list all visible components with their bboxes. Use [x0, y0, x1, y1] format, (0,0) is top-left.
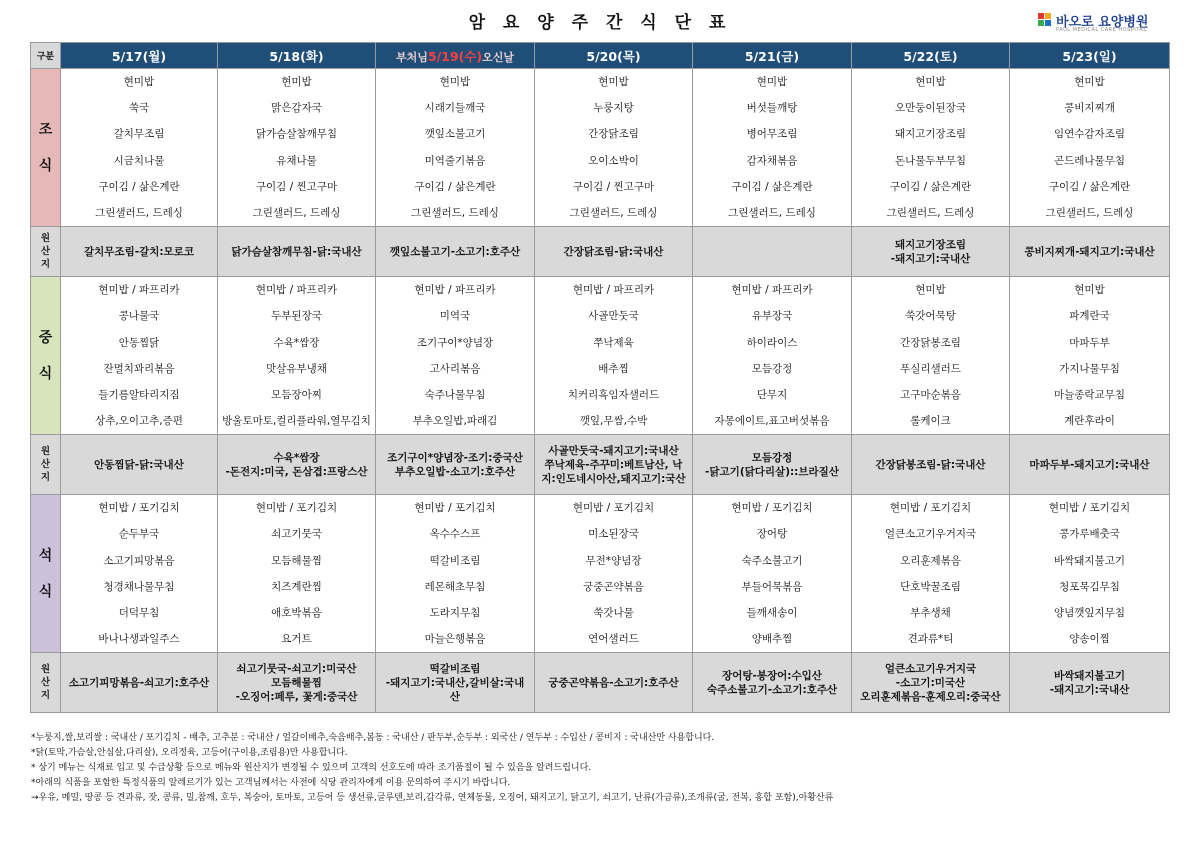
holiday-suffix: 오신날: [482, 50, 514, 64]
origin-line: 깻잎소불고기-소고기:호주산: [389, 245, 521, 258]
menu-item: 치커리흑임자샐러드: [567, 388, 660, 401]
origin-line: 돼지고기장조림: [894, 238, 966, 251]
origin-row-dinner: [31, 653, 1170, 713]
origin-row-lunch: [31, 435, 1170, 495]
note-line: * 상기 메뉴는 식재료 입고 및 수급상황 등으로 메뉴와 원산지가 변경될 수 있으며 고객의 선호도에 따라 조기품절이 될 수 있음을 알려드립니다.: [31, 763, 592, 773]
menu-item: 수육*쌈장: [273, 336, 320, 349]
menu-item: 현미밥 / 포기김치: [731, 502, 813, 515]
meal-row-breakfast: [31, 69, 1170, 227]
origin-line: 사골만둣국-돼지고기:국내산: [548, 444, 679, 457]
menu-item: 오이소박이: [588, 154, 639, 167]
menu-item: 쑥갓나물: [593, 607, 634, 619]
menu-item: 부추생채: [910, 607, 951, 619]
menu-item: 궁중곤약볶음: [583, 580, 644, 593]
menu-item: 마늘종락교무침: [1053, 388, 1125, 401]
header-row: [31, 43, 1170, 69]
notes: [31, 731, 1171, 806]
origin-cell: [693, 227, 852, 277]
day-header: 5/17(월): [61, 43, 218, 69]
menu-item: 청포묵김무침: [1059, 580, 1120, 593]
menu-item: 자몽에이트,표고버섯볶음: [714, 415, 830, 428]
note-line: *누룽지,쌀,보리쌀 : 국내산 / 포기김치 - 배추, 고추분 : 국내산 / 얼갈이배추,숙음배추,봄동 : 국내산 / 판두부,순두부 : 외국산 / 연두부 : 수입산 / 콩비지 : 국내산만 사용합니다.: [31, 733, 715, 743]
menu-item: 오만둥이된장국: [894, 102, 966, 115]
menu-item: 롤케이크: [910, 415, 951, 428]
meal-row-dinner: [31, 495, 1170, 653]
origin-label-text: 원산지: [40, 446, 51, 484]
menu-item: 장어탕: [756, 528, 788, 541]
menu-item: 바나나생과일주스: [98, 633, 180, 646]
origin-line: -닭고기(닭다리살)::브라질산: [705, 465, 839, 478]
menu-item: 버섯들깨탕: [746, 102, 798, 115]
menu-item: 미역국: [439, 310, 471, 323]
menu-item: 그린샐러드, 드레싱: [886, 206, 975, 219]
menu-item: 부추오일밥,파래김: [412, 415, 498, 428]
origin-line: 닭가슴살참깨무침-닭:국내산: [231, 245, 362, 258]
menu-item: 간장닭조림: [588, 128, 639, 141]
menu-item: 콩비지찌개: [1064, 102, 1115, 115]
menu-cell: [852, 69, 1010, 227]
menu-item: 소고기피망볶음: [103, 554, 175, 567]
menu-item: 청경채나물무침: [103, 580, 175, 593]
menu-item: 고구마순볶음: [900, 388, 961, 401]
origin-cell: [61, 227, 218, 277]
menu-item: 레몬해초무침: [424, 580, 486, 593]
menu-item: 들기름알타리지짐: [98, 388, 180, 401]
logo-tagline: PAUL MEDICAL CARE HOSPITAL: [1056, 27, 1147, 33]
menu-item: 현미밥: [598, 76, 629, 88]
menu-item: 마파두부: [1069, 336, 1110, 349]
menu-item: 방울토마토,컬리플라워,열무김치: [222, 415, 371, 428]
menu-item: 누룽지탕: [593, 102, 634, 115]
menu-item: 현미밥 / 포기김치: [1048, 502, 1131, 515]
menu-cell: [376, 277, 535, 435]
page-title: 암 요 양 주 간 식 단 표: [468, 13, 732, 33]
menu-item: 파계란국: [1069, 310, 1110, 323]
menu-item: 깻잎소불고기: [424, 128, 486, 141]
menu-item: 돈나물두부무침: [894, 154, 966, 167]
menu-item: 계란후라이: [1064, 415, 1115, 428]
origin-cell: [852, 227, 1010, 277]
section-label-text: 석식: [38, 547, 53, 600]
section-label-text: 중식: [38, 329, 53, 382]
menu-item: 단호박꿀조림: [900, 580, 961, 593]
menu-item: 견과류*티: [907, 633, 954, 646]
day-header: [376, 43, 535, 69]
menu-cell: [1010, 69, 1170, 227]
menu-item: 현미밥 / 포기김치: [889, 502, 972, 515]
origin-cell: [1010, 435, 1170, 495]
menu-item: 떡갈비조림: [429, 554, 481, 567]
origin-line: 부추오일밥-소고기:호주산: [394, 465, 516, 478]
menu-item: 미소된장국: [588, 528, 639, 541]
menu-item: 현미밥 / 포기김치: [98, 502, 180, 515]
menu-item: 병어무조림: [746, 128, 798, 141]
origin-cell: [61, 435, 218, 495]
origin-line: 지:인도네시아산,돼지고기:국산: [541, 472, 686, 485]
origin-line: 바싹돼지불고기: [1053, 669, 1125, 682]
menu-item: 현미밥: [756, 76, 788, 88]
menu-item: 현미밥: [1074, 284, 1105, 297]
origin-cell: [852, 435, 1010, 495]
origin-line: 갈치무조림-갈치:모로코: [84, 245, 194, 258]
menu-item: 그린샐러드, 드레싱: [728, 206, 816, 219]
menu-item: 가지나물무침: [1059, 362, 1120, 375]
menu-item: 구이김 / 찐고구마: [255, 180, 338, 193]
menu-item: 숙주나물무침: [424, 388, 486, 401]
menu-item: 안동찜닭: [118, 336, 160, 349]
menu-item: 구이김 / 삶은계란: [731, 180, 813, 193]
day-header: 5/18(화): [218, 43, 376, 69]
menu-item: 연어샐러드: [588, 633, 639, 646]
day-header: 5/20(목): [535, 43, 693, 69]
menu-item: 현미밥 / 포기김치: [572, 502, 655, 515]
menu-item: 두부된장국: [271, 310, 322, 323]
menu-item: 시금치나물: [113, 154, 165, 167]
origin-cell: [376, 435, 535, 495]
menu-item: 치즈계란찜: [271, 580, 322, 593]
origin-label-text: 원산지: [40, 233, 51, 271]
origin-line: 숙주소불고기-소고기:호주산: [706, 683, 838, 696]
origin-line: 모듬해물찜: [271, 676, 322, 689]
logo-mark-icon: [1038, 13, 1052, 27]
logo-suffix: 요양병원: [1098, 15, 1149, 30]
menu-item: 요거트: [281, 633, 312, 646]
origin-cell: [218, 227, 376, 277]
menu-item: 부들어묵볶음: [741, 580, 803, 593]
origin-line: 소고기피망볶음-쇠고기:호주산: [68, 676, 210, 689]
menu-item: 양배추찜: [751, 633, 793, 646]
origin-line: 안동찜닭-닭:국내산: [94, 458, 184, 471]
origin-line: 모듬강정: [751, 451, 793, 464]
menu-item: 모듬해물찜: [271, 554, 322, 567]
menu-cell: [1010, 495, 1170, 653]
origin-line: 얼큰소고기우거지국: [884, 662, 977, 675]
menu-item: 고사리볶음: [429, 362, 481, 375]
menu-cell: [376, 495, 535, 653]
menu-item: 구이김 / 삶은계란: [414, 180, 496, 193]
menu-item: 옥수수스프: [429, 528, 481, 541]
menu-item: 유부장국: [751, 310, 793, 323]
menu-item: 감자채볶음: [746, 154, 798, 167]
origin-line: 산: [449, 690, 461, 703]
origin-cell: [852, 653, 1010, 713]
menu-item: 마늘은행볶음: [424, 633, 486, 646]
menu-item: 푸실리샐러드: [900, 362, 961, 375]
menu-item: 단무지: [756, 388, 788, 401]
origin-line: -돈전지:미국, 돈삼겹:프랑스산: [225, 465, 368, 478]
note-line: →우유, 메밀, 땅콩 등 견과류, 잣, 콩류, 밀,참깨, 호두, 복숭아, 토마토, 고등어 등 생선류,글루텐,보리,갑각류, 연체동물, 오징어, 돼지고기, 닭고기, 쇠고기, 난류(가금류),조개류(굴, 전복, 홍합 포함),아황산류: [31, 793, 834, 803]
day-header: 5/22(토): [852, 43, 1010, 69]
note-line: *아래의 식품을 포함한 특정식품의 알레르기가 있는 고객님께서는 사전에 식당 관리자에게 이용 문의하여 주시기 바랍니다.: [31, 778, 511, 788]
hospital-logo: [1038, 10, 1178, 32]
origin-cell: [1010, 653, 1170, 713]
menu-cell: [376, 69, 535, 227]
menu-item: 쭈낙제육: [593, 336, 634, 349]
menu-item: 미역줄기볶음: [424, 154, 486, 167]
origin-line: 쇠고기뭇국-쇠고기:미국산: [236, 662, 357, 675]
menu-item: 애호박볶음: [271, 607, 322, 619]
menu-item: 쑥갓어묵탕: [905, 310, 956, 323]
menu-item: 사골만둣국: [588, 310, 639, 323]
menu-cell: [218, 495, 376, 653]
menu-item: 모듬장아찌: [271, 388, 322, 401]
section-label-text: 조식: [38, 121, 53, 174]
menu-item: 구이김 / 찐고구마: [572, 180, 655, 193]
origin-line: 콩비지찌개-돼지고기:국내산: [1024, 245, 1155, 258]
menu-item: 현미밥: [123, 76, 155, 88]
origin-cell: [376, 227, 535, 277]
origin-cell: [61, 653, 218, 713]
menu-item: 간장닭봉조림: [900, 336, 961, 349]
origin-line: -소고기:미국산: [895, 676, 966, 689]
weekly-menu-table: [30, 42, 1170, 713]
section-label-dinner: [31, 495, 61, 653]
menu-item: 쇠고기뭇국: [271, 528, 322, 541]
menu-item: 오리훈제볶음: [900, 554, 961, 567]
origin-cell: [535, 653, 693, 713]
origin-line: 조기구이*양념장-조기:중국산: [387, 451, 523, 464]
menu-item: 구이김 / 삶은계란: [1048, 180, 1131, 193]
menu-cell: [1010, 277, 1170, 435]
menu-item: 상추,오이고추,증편: [95, 415, 183, 428]
section-label-lunch: [31, 277, 61, 435]
origin-cell: [535, 227, 693, 277]
origin-cell: [218, 435, 376, 495]
menu-item: 바싹돼지불고기: [1053, 554, 1125, 567]
menu-item: 들깨새송이: [746, 607, 798, 619]
menu-item: 더덕무침: [118, 607, 160, 619]
menu-item: 그린샐러드, 드레싱: [1045, 206, 1134, 219]
header-label: 구분: [31, 43, 61, 69]
menu-item: 맑은감자국: [271, 102, 322, 115]
origin-cell: [1010, 227, 1170, 277]
origin-line: -돼지고기:국내산: [890, 252, 971, 265]
origin-label-text: 원산지: [40, 664, 51, 702]
menu-item: 닭가슴살참깨무침: [255, 128, 338, 141]
menu-item: 현미밥 / 파프리카: [731, 284, 813, 297]
origin-cell: [376, 653, 535, 713]
note-line: *닭(토막,가슴살,안심살,다리살), 오리정육, 고등어(구이용,조림용)만 사용합니다.: [31, 748, 348, 758]
holiday-date: 5/19(수): [427, 48, 483, 64]
meal-row-lunch: [31, 277, 1170, 435]
day-header: 5/23(일): [1010, 43, 1170, 69]
menu-cell: [693, 69, 852, 227]
menu-item: 구이김 / 삶은계란: [98, 180, 180, 193]
origin-line: 오리훈제볶음-훈제오리:중국산: [860, 690, 1001, 703]
menu-cell: [852, 495, 1010, 653]
menu-item: 현미밥 / 파프리카: [98, 284, 180, 297]
menu-cell: [852, 277, 1010, 435]
menu-item: 현미밥 / 파프리카: [572, 284, 655, 297]
menu-item: 숙주소불고기: [741, 554, 803, 567]
origin-cell: [693, 653, 852, 713]
menu-item: 잔멸치꽈리볶음: [103, 362, 175, 375]
menu-cell: [693, 495, 852, 653]
menu-item: 양송이찜: [1069, 633, 1110, 646]
origin-line: 간장닭조림-닭:국내산: [563, 245, 664, 258]
origin-line: 쭈낙제육-주꾸미:베트남산, 낙: [544, 458, 683, 471]
menu-cell: [61, 495, 218, 653]
menu-cell: [218, 69, 376, 227]
menu-item: 현미밥 / 파프리카: [255, 284, 338, 297]
origin-line: 간장닭봉조림-닭:국내산: [875, 458, 986, 471]
menu-item: 얼큰소고기우거지국: [884, 528, 977, 541]
origin-row-breakfast: [31, 227, 1170, 277]
origin-line: 궁중곤약볶음-소고기:호주산: [548, 676, 679, 689]
menu-item: 배추찜: [598, 362, 629, 375]
origin-cell: [693, 435, 852, 495]
menu-item: 모듬강정: [751, 362, 793, 375]
menu-item: 그린샐러드, 드레싱: [569, 206, 658, 219]
menu-cell: [218, 277, 376, 435]
origin-line: 장어탕-봉장어:수입산: [722, 669, 822, 682]
menu-item: 구이김 / 삶은계란: [889, 180, 972, 193]
menu-item: 돼지고기장조림: [894, 128, 966, 141]
menu-item: 임연수감자조림: [1053, 128, 1125, 141]
menu-item: 갈치무조림: [113, 128, 165, 141]
holiday-prefix: 부처님: [396, 50, 428, 64]
menu-item: 시래기들깨국: [424, 102, 486, 115]
menu-item: 맛살유부냉채: [266, 362, 327, 375]
menu-cell: [693, 277, 852, 435]
origin-line: -돼지고기:국내산: [1049, 683, 1130, 696]
origin-line: 떡갈비조림: [429, 662, 481, 675]
origin-label: [31, 653, 61, 713]
menu-item: 깻잎,무쌈,수박: [579, 415, 648, 428]
menu-item: 현미밥: [281, 76, 312, 88]
menu-item: 도라지무침: [429, 607, 481, 619]
menu-item: 그린샐러드, 드레싱: [95, 206, 183, 219]
menu-cell: [61, 69, 218, 227]
menu-item: 현미밥: [915, 76, 946, 88]
origin-label: [31, 227, 61, 277]
menu-item: 쑥국: [128, 102, 150, 115]
menu-item: 콩나물국: [118, 310, 160, 323]
origin-cell: [535, 435, 693, 495]
origin-line: -오징어:페루, 꽃게:중국산: [235, 690, 358, 703]
menu-item: 현미밥: [1074, 76, 1105, 88]
menu-item: 현미밥: [915, 284, 946, 297]
menu-item: 하이라이스: [746, 336, 798, 349]
menu-item: 현미밥: [439, 76, 471, 88]
origin-line: -돼지고기:국내산,갈비살:국내: [385, 676, 525, 689]
origin-label: [31, 435, 61, 495]
section-label-breakfast: [31, 69, 61, 227]
day-header: 5/21(금): [693, 43, 852, 69]
origin-cell: [218, 653, 376, 713]
menu-item: 현미밥 / 파프리카: [414, 284, 496, 297]
menu-item: 그린샐러드, 드레싱: [252, 206, 341, 219]
menu-item: 순두부국: [118, 528, 160, 541]
menu-item: 양념깻잎지무침: [1053, 607, 1125, 619]
menu-item: 현미밥 / 포기김치: [414, 502, 496, 515]
menu-item: 유채나물: [276, 154, 317, 167]
menu-item: 콩가루배춧국: [1059, 528, 1120, 541]
menu-item: 그린샐러드, 드레싱: [411, 206, 499, 219]
menu-item: 현미밥 / 포기김치: [255, 502, 338, 515]
menu-cell: [535, 277, 693, 435]
menu-item: 곤드레나물무침: [1053, 154, 1125, 167]
origin-line: 마파두부-돼지고기:국내산: [1029, 458, 1150, 471]
origin-line: 수육*쌈장: [273, 451, 320, 464]
menu-cell: [61, 277, 218, 435]
menu-cell: [535, 495, 693, 653]
logo-brand: 바오로: [1056, 15, 1094, 30]
menu-item: 조기구이*양념장: [416, 336, 494, 349]
menu-item: 무전*양념장: [585, 554, 642, 567]
menu-cell: [535, 69, 693, 227]
